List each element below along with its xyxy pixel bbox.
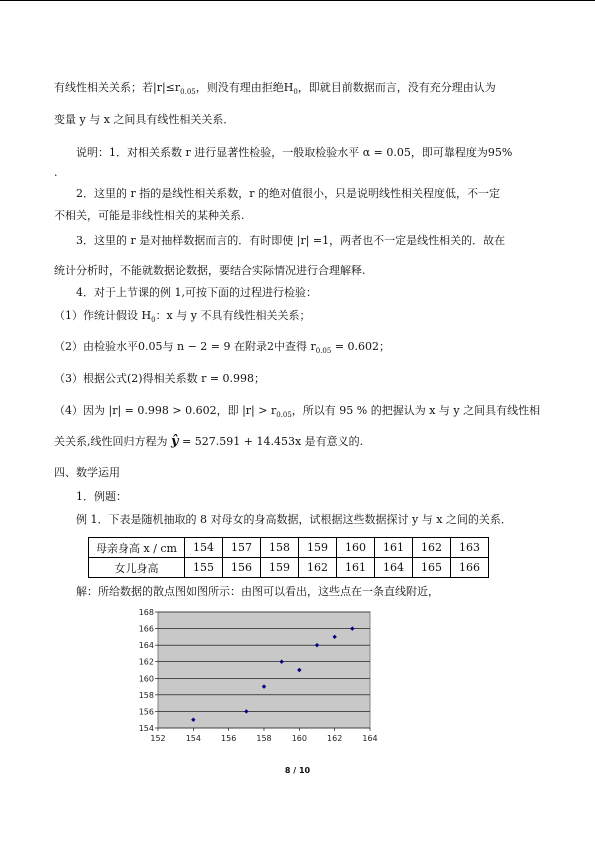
table-cell: 165 (413, 558, 451, 578)
step-3: （3）根据公式(2)得相关系数 r = 0.998； (54, 372, 266, 385)
top-rule (0, 0, 595, 1)
text-segment: ，则没有理由拒绝H (195, 81, 294, 94)
solution-text: 解：所给数据的散点图如图所示：由图可以看出，这些点在一条直线附近， (76, 585, 439, 598)
section-heading: 四、数学运用 (54, 466, 120, 479)
text-segment: = 527.591 + 14.453x 是有意义的. (178, 435, 364, 448)
table-row (89, 558, 489, 578)
scatter-chart (128, 607, 378, 747)
text-segment: ，即就目前数据而言，没有充分理由认为 (297, 81, 496, 94)
y-tick-label: 156 (138, 707, 154, 717)
paragraph-line-2: 变量 y 与 x 之间具有线性相关关系． (54, 113, 235, 126)
table-cell: 159 (299, 538, 337, 558)
y-tick-label: 164 (138, 641, 154, 651)
row-header: 女儿身高 (89, 558, 185, 578)
note-3-line-1: 3．这里的 r 是对抽样数据而言的．有时即使 |r| =1，两者也不一定是线性相关的．故在 (76, 234, 506, 247)
table-cell: 163 (451, 538, 489, 558)
note-3-line-2: 统计分析时，不能就数据论数据，要结合实际情况进行合理解释. (54, 264, 366, 277)
example-1-text: 例 1．下表是随机抽取的 8 对母女的身高数据，试根据这些数据探讨 y 与 x 之间的关系． (76, 513, 512, 526)
note-1: 说明：1．对相关系数 r 进行显著性检验，一般取检验水平 α = 0.05，即可靠程度为95% (76, 146, 513, 159)
x-tick-label: 152 (150, 734, 166, 743)
step-4 (54, 403, 544, 423)
table-cell: 159 (261, 558, 299, 578)
x-tick-label: 164 (362, 734, 378, 743)
text-segment: = 0.602； (331, 340, 391, 353)
table-cell: 166 (451, 558, 489, 578)
text-segment: ：x 与 y 不具有线性相关关系； (155, 309, 311, 322)
example-heading: 1．例题： (76, 490, 127, 503)
row-header: 母亲身高 x / cm (89, 538, 185, 558)
x-tick-label: 156 (221, 734, 237, 743)
table-cell: 155 (185, 558, 223, 578)
table-cell: 161 (375, 538, 413, 558)
x-tick-label: 162 (327, 734, 343, 743)
note-1-tail: . (54, 166, 58, 179)
subscript: 0.05 (276, 411, 292, 419)
table-cell: 160 (337, 538, 375, 558)
table-cell: 156 (223, 558, 261, 578)
subscript: 0 (293, 88, 298, 96)
y-tick-label: 160 (138, 674, 154, 684)
text-segment: （4）因为 |r| = 0.998 > 0.602，即 |r| > r (54, 404, 277, 417)
x-tick-label: 154 (185, 734, 201, 743)
step-2 (54, 339, 544, 359)
subscript: 0 (151, 316, 156, 324)
y-tick-label: 158 (138, 690, 154, 700)
note-4: 4．对于上节课的例 1,可按下面的过程进行检验： (76, 286, 317, 299)
note-2-line-2: 不相关，可能是非线性相关的某种关系. (54, 209, 245, 222)
note-2-line-1: 2．这里的 r 指的是线性相关系数，r 的绝对值很小，只是说明线性相关程度低，不一定 (76, 187, 501, 200)
step-1 (54, 308, 544, 328)
y-tick-label: 154 (138, 724, 154, 733)
text-segment: （2）由检验水平0.05与 n − 2 = 9 在附录2中查得 r (54, 340, 316, 353)
table-cell: 157 (223, 538, 261, 558)
table-cell: 162 (299, 558, 337, 578)
subscript: 0.05 (315, 347, 332, 355)
subscript: 0.05 (180, 88, 196, 96)
x-tick-label: 160 (291, 734, 307, 743)
text-segment: （1）作统计假设 H (54, 309, 152, 322)
step-4-continued (54, 434, 544, 450)
paragraph-line-1 (54, 80, 544, 100)
x-tick-label: 158 (256, 734, 272, 743)
text-segment: 关关系,线性回归方程为 (54, 435, 171, 448)
text-segment: ，所以有 95 % 的把握认为 x 与 y 之间具有线性相 (291, 404, 541, 417)
table-row (89, 538, 489, 558)
table-cell: 158 (261, 538, 299, 558)
text-segment: 有线性相关关系；若|r|≤r (54, 81, 181, 94)
height-data-table (88, 537, 489, 578)
y-hat-symbol: ŷ (171, 434, 179, 449)
table-cell: 162 (413, 538, 451, 558)
y-tick-label: 162 (138, 657, 154, 667)
page-number: 8 / 10 (284, 766, 311, 775)
table-cell: 161 (337, 558, 375, 578)
y-tick-label: 168 (138, 608, 154, 617)
plot-area (158, 612, 370, 728)
table-cell: 164 (375, 558, 413, 578)
y-tick-label: 166 (138, 624, 154, 634)
table-cell: 154 (185, 538, 223, 558)
